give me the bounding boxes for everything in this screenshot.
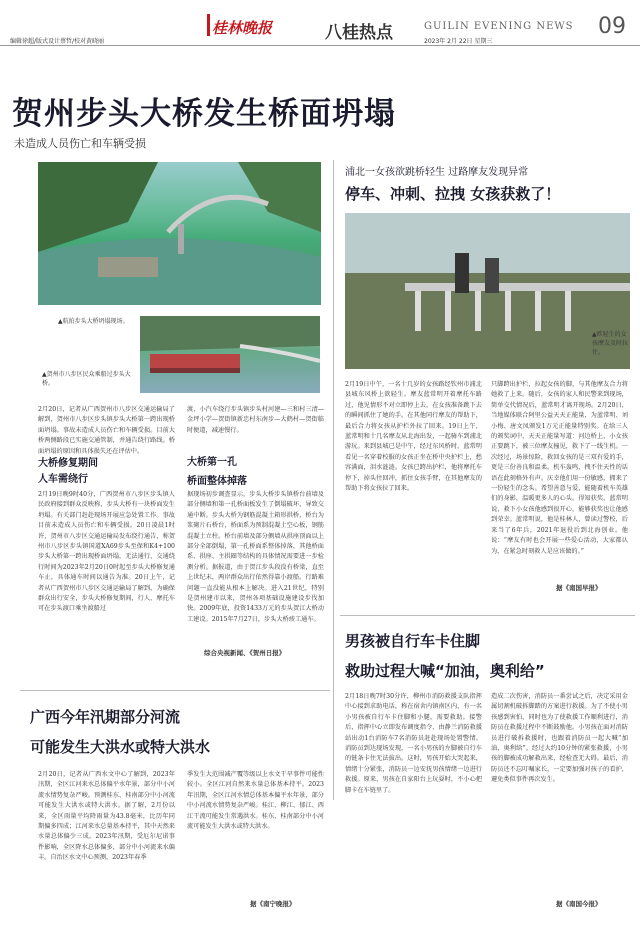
bridge-photo-caption: ▲航拍步头大桥坍塌现场。 (58, 318, 129, 325)
flood-article-col1: 2月20日，记者从广西水文中心了解到，2023年汛期，全区江河来水总体偏平水年景，部分中小河流水情势复杂严峻。预测桂东、桂南部分中小河流可能发生大洪水或特大洪水。据了解，2月份以来，全区雨量平均降雨量为43.8毫米，比历年同期偏多四成；江河来水总量基本持平，其中天然来水量总体偏少三成。2023年汛期，受厄尔尼诺事件影响，全区降水总体偏多，部分中小河流来水偏丰。自治区水文中心预测，2023年春季 (38, 771, 175, 862)
flood-article-col2: 季发生大范围减产覆等级以上水文干旱事件可能性较小。全区江河自然来水量总体基本持平。2023年汛期，全区江河水情总体基本偏平水年景，部分中小河流水情势复杂严峻。桂江、柳江、郁江、西江干流可能发生常遇洪水。桂东、桂南部分中小河流可能发生大洪水或特大洪水。 (187, 771, 324, 831)
boy-headline-2: 救助过程大喊“加油，奥利给” (345, 662, 545, 680)
ferry-photo-caption: ▲贺州市八步区民众乘船过步头大桥。 (42, 371, 131, 387)
lead-subhead-2: 人车需绕行 (38, 474, 88, 485)
girl-article-col2: 只脚跨出护栏，拉起女孩的脚，与其他摩友合力将她救了上来。随后，女孩的家人和民警来到现场，简单交代情况后，蓝常明才离开现场。2月20日，当地媒体联合阿里公益天天正能量，为蓝常明、刘小梅、唐文凤颁发1万元正能量特别奖。在给三人的颁奖词中，天天正能量写道：河边桥上，小女孩正要跳下，被三位摩友撞见，救下了一线生机。一次经过，场景惊险，救回女孩的是三双有爱的手，更是三份善良和温柔。机车轰鸣，拽不住天性的话语在此刻格外有声。庆幸他们用一份敏感，拥来了一份轻生的念头。希望善意与爱，能随着机车英雄们的身影，温暖更多人的心头。得知获奖，蓝常明说，救下小女孩他感到很开心，能够获奖也让他感到荣幸。蓝常明说，他是桂林人，曾读过警校，后来当了6年兵，2021年退役后到北海创业。他说：“摩友有时也会开展一些爱心活动，大家都认为，在紧急时刻救人是应该做的。” (491, 381, 628, 555)
lead-article-col2: 渡，小汽车绕行步头镇步头村河建—三和村三清—金坪小学—贺街镇新忠村东南步—大鹤村—贺街临时便道，减速慢行。 (187, 406, 324, 434)
lead-subhead-4: 桥面整体掉落 (187, 476, 247, 487)
masthead-english: GUILIN EVENING NEWS (424, 21, 574, 32)
page-header (0, 0, 640, 46)
flood-source: 据《南宁晚报》 (250, 900, 296, 908)
girl-article-col1: 2月19日中午，一名十几岁的女孩路经钦州市浦北县城东风桥上欲轻生。摩友蓝常明开着摩托车路过，他见情形不对立即停上去，在女孩准备跳下去的瞬间抓住了她的手。在其他同行摩友的帮助下，最后合力将女孩从护栏外拉了回来。19日上午，蓝常明和十几名摩友从北海出发，一起骑车到浦北游玩。来到县城已是中午，经过东风桥时，蓝常明看见一名穿着校服的女孩正坐在桥中央护栏上，愁容满面，泪水涟涟。女孩已跨出护栏，他将摩托车停下，掉头往回冲，抓住女孩手臂，在其他摩友的帮助下将女孩拉了回来。 (345, 381, 482, 493)
flood-headline-1: 广西今年汛期部分河流 (30, 708, 181, 726)
section-title: 八桂热点 (325, 23, 393, 43)
masthead-bar (207, 14, 210, 36)
lead-article-col1b: 2月19日晚9时40分，广西贺州市八步区步头镇人民政府接到群众反映称，步头大桥有一块桥面发生坍塌。有关部门赶赴现场开展应急处置工作。事故目前未造成人员伤亡和车辆受损。20日凌晨1时许，贺州市八步区交通运输局发布绕行通告，称贺州市八步区步头镇国道XA69步头至保和K4+100步头大桥第一跨出现桥面坍塌，无法通行，交通绕行时间为2023年2月20日0时起至步头大桥修复通车止，具体通车时间以通告为准。20日上午，记者从广西贺州市八步区交通运输局了解到，为确保群众出行安全，步头大桥修复期间，行人、摩托车可在步头渡口乘坐渡船过 (38, 491, 175, 613)
flood-headline-2: 可能发生大洪水或特大洪水 (30, 738, 211, 756)
ferry-photo (140, 316, 320, 393)
section-divider (20, 690, 330, 691)
issue-date: 2023年 2月 22日 星期三 (424, 38, 493, 45)
boy-source: 据《南国今报》 (556, 900, 602, 908)
girl-photo-caption: ▲欧轻生的女孩摩友及时拉住。 (592, 331, 629, 356)
girl-source: 据《南国早报》 (556, 584, 602, 592)
lead-headline: 贺州步头大桥发生桥面坍塌 (12, 96, 396, 132)
girl-kicker: 浦北一女孩欲跳桥轻生 过路摩友发现异常 (345, 167, 529, 178)
column-divider (333, 160, 334, 800)
boy-article-col2: 造成二次伤害，消防员一番尝试之后，决定采用金属切割机破拆脚踏的方案进行救援。为了不使小男孩感到害怕，同时也为了使救援工作顺利进行，消防员在救援过程中不断鼓励他。小男孩在面对消防员进行破拆救援时，也跟着消防员一起大喊“加油，奥利给”。经过大约10分钟的紧张救援，小男孩的脚被成功解救出来，经检查无大碍。最后，消防员还不忘叮嘱家长，一定要加强对孩子的看护，避免类似事件再次发生。 (491, 693, 628, 784)
girl-headline: 停车、冲刺、拉拽 女孩获救了！ (345, 185, 561, 203)
boy-article-col1: 2月18日晚7时30分许，柳州市消防救援支队指挥中心接到求助电话，称在宿舍内镇南区内，有一名小男孩被自行车卡住脚和小腿，需要救助。接警后，指挥中心立即发布调度指令，由静兰消防救援站出动1台消防车7名消防员赶赴现场处置警情。消防员到达现场发现，一名小男孩的左脚被自行车的链条卡住无法拔出。这时，男孩开始大哭起来，情绪十分紧张，消防员一边安抚男孩情绪一边进行救援。原来，男孩在自家阳台上玩耍时，不小心把脚卡在车链里了。 (345, 693, 482, 794)
masthead: 桂林晚报 (212, 19, 273, 37)
lead-article-col1: 2月20日，记者从广西贺州市八步区交通运输局了解到，贺州市八步区步头镇步头大桥第一跨出现桥面坍塌。事故未造成人员伤亡和车辆受损。目前大桥两侧路段已实施交通管制，并通告绕行路线。桥面坍塌的原因和具体损失还在评估中。 (38, 406, 175, 455)
page-number: 09 (598, 14, 626, 39)
lead-subhead: 未造成人员伤亡和车辆受损 (14, 137, 146, 150)
editor-credits: 编辑徐超/版式设计蔡哲/校对黄晓丽 (10, 38, 105, 45)
lead-source: 综合央视新闻、《贺州日报》 (204, 649, 286, 657)
girl-rescue-photo (345, 213, 630, 369)
section-divider-right (340, 615, 635, 616)
bridge-collapse-photo (38, 162, 321, 305)
lead-subhead-3: 大桥第一孔 (187, 457, 237, 468)
lead-subhead-1: 大桥修复期间 (38, 458, 98, 469)
boy-headline-1: 男孩被自行车卡住脚 (345, 632, 481, 650)
lead-article-col2b: 据现场初步调查显示，步头大桥步头镇桥台前墙及部分侧墙和第一孔桥面板发生了倒塌破坏，导致交通中断。步头大桥为钢筋混凝土箱形拱桥，桥台为浆砌片石桥台，桥面系为预制混凝土空心板，钢筋混凝土立柱。桥台前墙及部分侧墙从拱座顶面以上部分全部倒塌，第一孔桥面系整体掉落，其他桥面系、拱座、主拱圈等结构的具体情况需要进一步检测分析。据报道，由于贺江步头段没有桥梁，直至上世纪末，两岸群众出行依然得靠小渡船。行路难问题一直没能从根本上解决。进入21世纪，特别是贺州建市以来，贺州各项基础设施建设步伐加快。2009年底，投资1433万元的步头贺江大桥动工建设。2015年7月27日，步头大桥竣工通车。 (187, 491, 324, 623)
